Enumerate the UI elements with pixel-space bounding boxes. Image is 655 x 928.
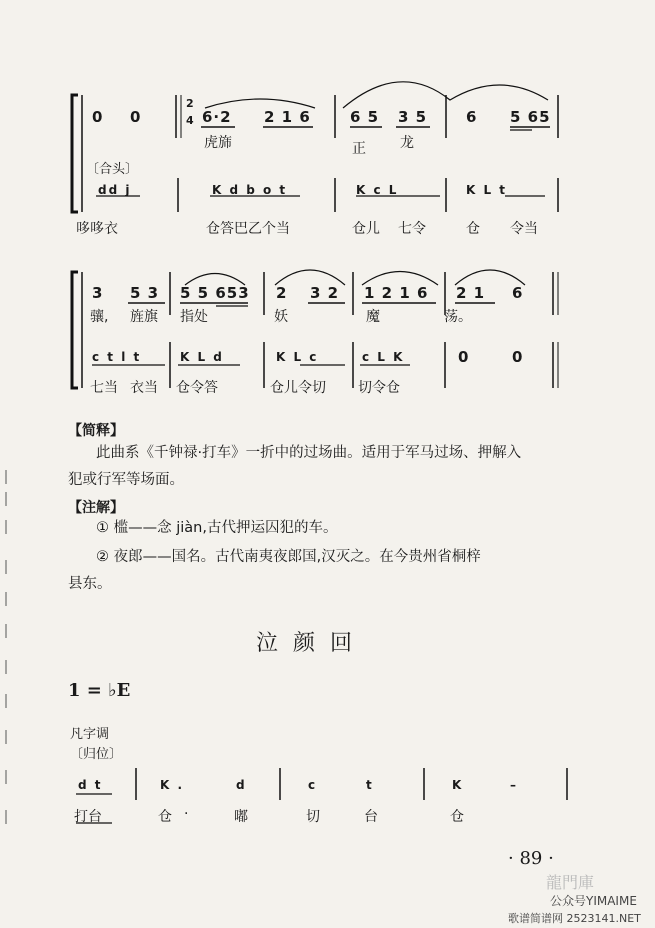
song-perc-lyric: ·: [184, 806, 189, 822]
s2-perc-lyric: 仓令答: [176, 380, 218, 396]
s1-perc-notes: dd j: [98, 183, 132, 197]
s1-rest-2: 0: [130, 108, 142, 126]
s1-note-group: 6: [466, 108, 478, 126]
brief-text-line: 此曲系《千钟禄·打车》一折中的过场曲。适用于军马过场、押解入: [96, 445, 522, 461]
s2-note-group: 5 5 653: [180, 284, 250, 302]
song-perc-notes: K .: [160, 778, 185, 792]
s1-lyric: 龙: [400, 135, 414, 151]
s2-note-group: 2 1: [456, 284, 486, 302]
s2-perc-lyric: 仓儿令切: [270, 380, 326, 396]
song-perc-notes: –: [510, 778, 518, 792]
s2-perc-notes: c L K: [362, 350, 405, 364]
brief-text-line: 犯或行军等场面。: [68, 472, 184, 488]
s2-lyric: 骧,: [90, 309, 109, 325]
s2-note-group: 5 3: [130, 284, 160, 302]
s2-lyric: 指处: [180, 309, 208, 325]
annotation-line: ② 夜郎——国名。古代南夷夜郎国,汉灭之。在今贵州省桐梓: [96, 549, 481, 565]
watermark-logo: 龍門庫: [546, 873, 595, 892]
song-perc-lyric: 台: [364, 809, 378, 825]
s2-perc-notes: K L d: [180, 350, 224, 364]
s2-perc-lyric: 衣当: [130, 380, 158, 396]
song-key: 1 = ♭E: [68, 680, 131, 701]
s1-note-group: 6·2: [202, 108, 232, 126]
s2-perc-lyric: 七当: [90, 380, 118, 396]
s1-note-group: 2 1 6: [264, 108, 311, 126]
s2-lyric: 妖: [274, 309, 288, 325]
s1-perc-lyric: 仓答巴乙个当: [206, 221, 290, 237]
annotation-line: 县东。: [68, 576, 112, 592]
song-perc-lyric: 打台: [74, 809, 102, 825]
s2-lyric: 魔: [366, 309, 380, 325]
s2-note-group: 1 2 1 6: [364, 284, 429, 302]
s2-rest: 0: [458, 348, 470, 366]
s1-perc-lyric: 仓: [466, 221, 480, 237]
s1-time-sig-bottom: 4: [186, 114, 195, 127]
s1-lyric: 虎旆: [204, 135, 232, 151]
s2-lyric: 旌旗: [130, 309, 158, 325]
s2-perc-lyric: 切令仓: [358, 380, 400, 396]
annotation-heading: 【注解】: [68, 500, 124, 516]
song-perc-notes: d: [236, 778, 247, 792]
brief-heading: 【简释】: [68, 423, 124, 439]
s1-perc-lyric: 哆哆衣: [76, 221, 118, 237]
s1-perc-notes: K c L: [356, 183, 399, 197]
s1-perc-lyric: 令当: [510, 221, 538, 237]
s2-note-group: 3: [92, 284, 104, 302]
s2-note-group: 2: [276, 284, 288, 302]
annotation-line: ① 槛——念 jiàn,古代押运囚犯的车。: [96, 520, 338, 536]
song-perc-notes: d t: [78, 778, 103, 792]
song-perc-lyric: 仓: [158, 809, 172, 825]
song-perc-notes: K: [452, 778, 464, 792]
s2-note-group: 6: [512, 284, 524, 302]
s2-note-group: 3 2: [310, 284, 340, 302]
song-perc-notes: c: [308, 778, 318, 792]
s1-perc-lyric: 七令: [398, 221, 426, 237]
page-number: · 89 ·: [508, 848, 554, 869]
s1-perc-lyric: 仓儿: [352, 221, 380, 237]
s1-note-group: 5 65: [510, 108, 551, 126]
song-perc-lyric: 仓: [450, 809, 464, 825]
watermark-line: 歌谱简谱网 2523141.NET: [508, 912, 641, 925]
s1-lyric: 正: [352, 141, 366, 157]
s1-note-group: 6 5: [350, 108, 380, 126]
song-perc-lyric: 切: [306, 809, 320, 825]
s2-perc-notes: c t l t: [92, 350, 142, 364]
song-title: 泣 颜 回: [256, 631, 356, 656]
s2-perc-notes: K L c: [276, 350, 319, 364]
s2-rest: 0: [512, 348, 524, 366]
s2-lyric: 荡。: [444, 309, 472, 325]
s1-perc-label: 〔合头〕: [86, 162, 139, 177]
song-label: 〔归位〕: [70, 747, 123, 762]
watermark-line: 公众号YIMAIME: [550, 894, 637, 908]
song-mode: 凡字调: [70, 727, 110, 742]
s1-rest-1: 0: [92, 108, 104, 126]
s1-time-sig-top: 2: [186, 97, 195, 110]
song-perc-notes: t: [366, 778, 374, 792]
song-perc-lyric: 嘟: [234, 809, 248, 825]
s1-note-group: 3 5: [398, 108, 428, 126]
s1-perc-notes: K d b o t: [212, 183, 288, 197]
s1-perc-notes: K L t: [466, 183, 508, 197]
